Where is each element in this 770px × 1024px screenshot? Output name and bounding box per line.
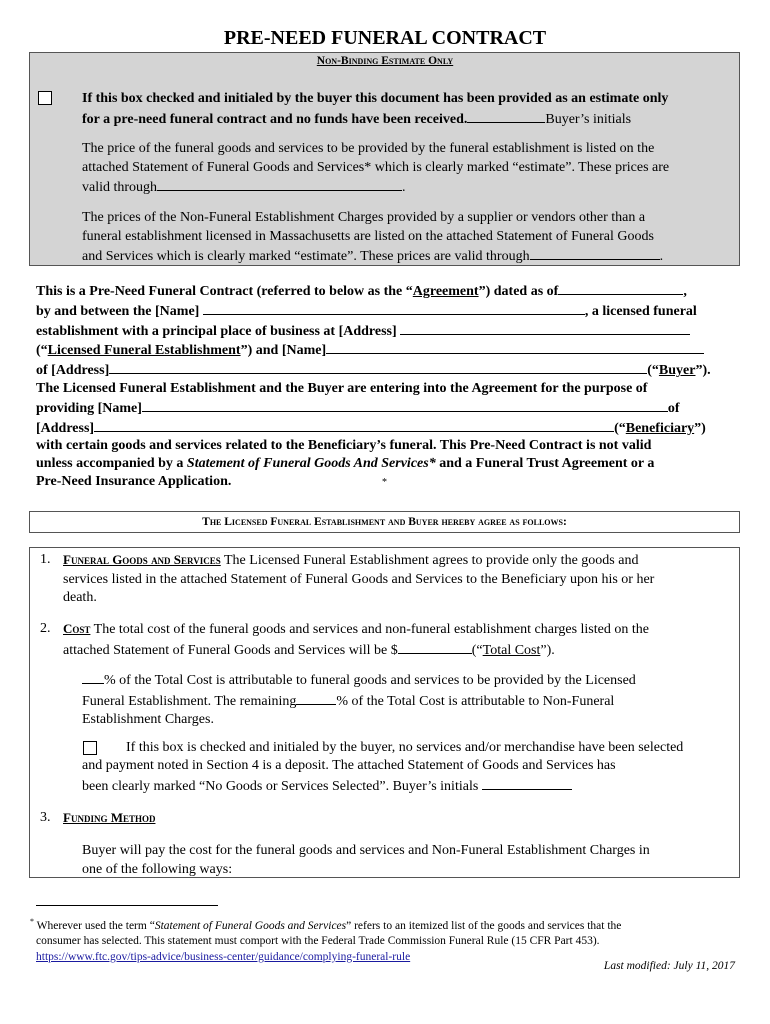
licensed-establishment-term: Licensed Funeral Establishment bbox=[47, 343, 241, 359]
agreement-text: ”) dated as of bbox=[478, 284, 559, 299]
agreement-text: , a licensed funeral bbox=[584, 303, 697, 319]
no-goods-initials-field[interactable] bbox=[482, 776, 572, 790]
section-text: Establishment Charges. bbox=[82, 712, 214, 727]
buyer-term: Buyer bbox=[658, 363, 696, 379]
ftc-funeral-rule-link[interactable]: https://www.ftc.gov/tips-advice/business-center/guidance/complying-funeral-rule bbox=[36, 950, 411, 963]
agreement-text: ”) and [Name] bbox=[240, 343, 327, 359]
section-text: services listed in the attached Statement of Funeral Goods and Services to the Beneficiary upon his or her bbox=[63, 571, 655, 587]
section-text: Buyer will pay the cost for the funeral goods and services and Non-Funeral Establishment Charges in bbox=[82, 843, 650, 858]
estimate-p2-line: The prices of the Non-Funeral Establishment Charges provided by a supplier or vendors other than a bbox=[82, 210, 646, 225]
no-goods-paragraph bbox=[82, 757, 616, 796]
section-text: ”). bbox=[540, 642, 555, 658]
agreement-text: (“ bbox=[36, 343, 48, 359]
section-text: (“ bbox=[471, 642, 483, 658]
page-title: PRE-NEED FUNERAL CONTRACT bbox=[223, 27, 547, 49]
footnote-text: consumer has selected. This statement must comport with the Federal Trade Commission Funeral Rule (15 CFR Part 453). bbox=[36, 935, 600, 948]
section-text: been clearly marked “No Goods or Services Selected”. Buyer’s initials bbox=[82, 778, 479, 794]
agreement-text: This is a Pre-Need Funeral Contract (referred to below as the “ bbox=[36, 284, 413, 299]
valid-through-field[interactable] bbox=[157, 177, 402, 191]
non-funeral-valid-field[interactable] bbox=[530, 246, 660, 260]
valid-through-label: valid through bbox=[82, 180, 158, 195]
estimate-checkbox[interactable] bbox=[38, 91, 52, 105]
section-number: 3. bbox=[40, 810, 51, 825]
estimate-paragraph-1: The price of the funeral goods and services to be provided by the funeral establishment is listed on the attached Statement of Funeral Goods and Services* which is clearly marked “estimate”. These prices are valid through . bbox=[82, 141, 670, 195]
footnote-text: Wherever used the term “ bbox=[34, 919, 155, 932]
agreement-text: ”). bbox=[695, 363, 711, 379]
agreement-text: providing [Name] bbox=[36, 400, 142, 416]
section-text: The total cost of the funeral goods and services and non-funeral establishment charges listed on the bbox=[90, 622, 649, 637]
agreement-text: (“ bbox=[614, 420, 626, 436]
establishment-address-field[interactable] bbox=[400, 321, 690, 335]
remaining-percent-field[interactable] bbox=[296, 691, 336, 705]
no-goods-line-1: If this box is checked and initialed by the buyer, no services and/or merchandise have been selected bbox=[126, 740, 684, 755]
buyer-name-field[interactable] bbox=[326, 340, 704, 354]
section-title: Funeral Goods and Services bbox=[63, 552, 221, 567]
funeral-percent-field[interactable] bbox=[82, 670, 104, 684]
agreement-text: by and between the [Name] bbox=[36, 303, 200, 319]
agreement-text: ”) bbox=[694, 420, 706, 436]
agreement-text: unless accompanied by a bbox=[36, 456, 187, 472]
estimate-checkbox-line-1: If this box checked and initialed by the buyer this document has been provided as an estimate only bbox=[82, 91, 669, 106]
agreement-text: and a Funeral Trust Agreement or a bbox=[435, 456, 655, 472]
section-number: 1. bbox=[40, 552, 51, 567]
beneficiary-name-field[interactable] bbox=[142, 398, 668, 412]
section-text: Funeral Establishment. The remaining bbox=[82, 693, 297, 709]
estimate-p2-line: funeral establishment licensed in Massachusetts are listed on the attached Statement of Funeral Goods bbox=[82, 228, 654, 244]
section-text: % of the Total Cost is attributable to Non-Funeral bbox=[336, 693, 615, 709]
section-number: 2. bbox=[40, 621, 51, 636]
funding-paragraph bbox=[82, 842, 650, 879]
footnote-mark: * bbox=[30, 917, 34, 926]
cost-percentage-paragraph bbox=[82, 670, 636, 730]
section-text: death. bbox=[63, 590, 97, 605]
estimate-heading: Non-Binding Estimate Only bbox=[316, 55, 454, 67]
agreement-paragraph: This is a Pre-Need Funeral Contract (referred to below as the “Agreement”) dated as of , by and between the [Name] , a licensed funeral establishment with a principal place of business at [Address] (“Licensed Funeral Establishment”) and [Name] of [Address] (“Buyer”). The Licensed Funeral Establishment and the Buyer are entering into the Agreement for the purpose of providing [Name] of [Address] (“Beneficiary”) with certain goods and services related to the Beneficiary’s funeral. This Pre-Need Contract is not valid unless accompanied by a Statement of Funeral Goods And Services* and a Funeral Trust Agreement or a Pre-Need Insurance Application. bbox=[36, 281, 741, 491]
establishment-name-field[interactable] bbox=[203, 301, 585, 315]
agreement-text: of [Address] bbox=[36, 363, 110, 379]
agreement-text: Pre-Need Insurance Application. bbox=[36, 473, 232, 489]
no-goods-checkbox[interactable] bbox=[83, 741, 97, 755]
footnote-text: ” refers to an itemized list of the goods and services that the bbox=[346, 919, 622, 932]
section-text: % of the Total Cost is attributable to funeral goods and services to be provided by the Licensed bbox=[104, 673, 636, 688]
section-text: and payment noted in Section 4 is a deposit. The attached Statement of Goods and Services has bbox=[82, 758, 616, 773]
agreement-term: Agreement bbox=[412, 284, 479, 299]
agreement-text: The Licensed Funeral Establishment and the Buyer are entering into the Agreement for the purpose of bbox=[36, 380, 648, 396]
beneficiary-term: Beneficiary bbox=[625, 420, 695, 436]
agreement-text: of bbox=[667, 400, 680, 416]
footnote-divider bbox=[36, 905, 218, 906]
section-text: attached Statement of Funeral Goods and Services will be $ bbox=[63, 642, 398, 658]
section-funeral-goods bbox=[63, 551, 654, 608]
estimate-p1-line: The price of the funeral goods and services to be provided by the funeral establishment is listed on the bbox=[82, 141, 655, 156]
section-cost bbox=[63, 620, 649, 660]
beneficiary-address-field[interactable] bbox=[94, 418, 614, 432]
statement-reference: Statement of Funeral Goods And Services* bbox=[186, 456, 436, 472]
agreement-text: with certain goods and services related to the Beneficiary’s funeral. This Pre-Need Contract is not valid bbox=[36, 438, 652, 454]
section-title: Cost bbox=[63, 621, 91, 636]
estimate-checkbox-line-2: for a pre-need funeral contract and no funds have been received. bbox=[82, 111, 468, 127]
estimate-p1-line: attached Statement of Funeral Goods and Services* which is clearly marked “estimate”. These prices are bbox=[82, 159, 670, 175]
footnote-asterisk: * bbox=[382, 477, 387, 488]
non-funeral-valid-label: and Services which is clearly marked “estimate”. These prices are valid through bbox=[82, 249, 530, 264]
agreement-text: establishment with a principal place of business at [Address] bbox=[36, 323, 397, 339]
buyer-initials-label: Buyer’s initials bbox=[545, 111, 632, 127]
agreement-text: (“ bbox=[647, 363, 659, 379]
agreement-text: [Address] bbox=[36, 420, 95, 436]
section-text: The Licensed Funeral Establishment agrees to provide only the goods and bbox=[220, 553, 639, 568]
estimate-paragraph-2: The prices of the Non-Funeral Establishment Charges provided by a supplier or vendors other than a funeral establishment licensed in Massachusetts are listed on the attached Statement of Funeral Goods and Services which is clearly marked “estimate”. These prices are valid through . bbox=[82, 210, 664, 264]
footnote bbox=[30, 914, 740, 965]
section-title: Funding Method bbox=[63, 810, 156, 825]
estimate-checkbox-text bbox=[82, 90, 668, 129]
buyer-address-field[interactable] bbox=[109, 360, 647, 374]
agree-heading: The Licensed Funeral Establishment and Buyer hereby agree as follows: bbox=[202, 516, 567, 528]
total-cost-field[interactable] bbox=[398, 640, 472, 654]
agreement-date-field[interactable] bbox=[558, 281, 683, 295]
buyer-initials-field[interactable] bbox=[467, 109, 545, 123]
footnote-term: Statement of Funeral Goods and Services bbox=[154, 919, 347, 932]
total-cost-term: Total Cost bbox=[482, 642, 541, 658]
last-modified: Last modified: July 11, 2017 bbox=[603, 960, 735, 972]
section-text: one of the following ways: bbox=[82, 861, 233, 877]
section-funding-method bbox=[63, 809, 155, 829]
